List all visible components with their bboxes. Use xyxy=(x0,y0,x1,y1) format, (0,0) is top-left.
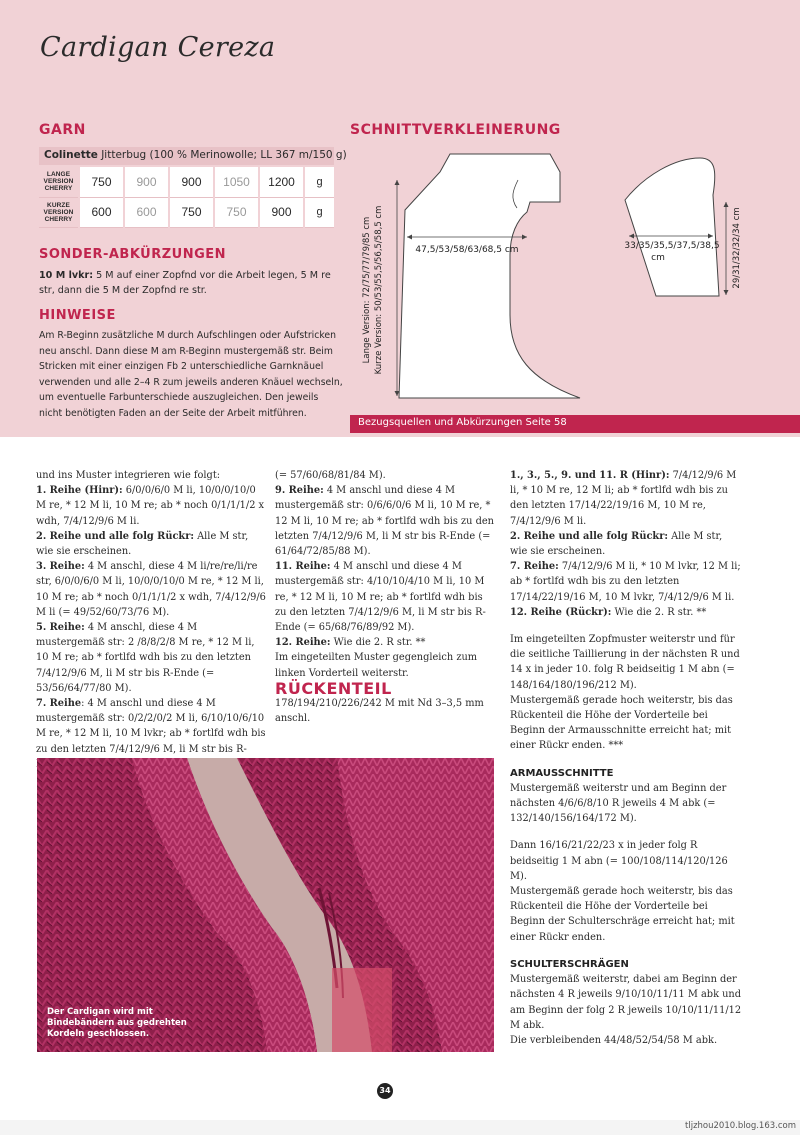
paragraph: 2. Reihe und alle folg Rückr: Alle M str, wie sie erscheinen. xyxy=(36,530,249,558)
arrow-head xyxy=(395,180,400,185)
paragraph: 12. Reihe (Rückr): Wie die 2. R str. ** xyxy=(510,606,707,618)
paragraph: 2. Reihe und alle folg Rückr: Alle M str, wie sie erscheinen. xyxy=(510,530,723,558)
paragraph: Mustergemäß weiterstr, dabei am Beginn der nächsten 4 R jeweils 9/10/10/11/11 M abk und am Beginn der folg 2 R jeweils 10/10/11/11/12 M abk. xyxy=(510,974,742,1031)
sleeve-length-label: 29/31/32/32/34 cm xyxy=(732,207,742,289)
paragraph: 11. Reihe: 4 M anschl und diese 4 M mustergemäß str: 4/10/10/4/10 M li, 10 M re, * 12 M li, 10 M re; ab * fortlfd wdh bis zu den letzten 7/4/12/9/6 M, li M str bis R-Ende (= 65/68/76/89/92 M). xyxy=(275,561,486,634)
paragraph: Dann 16/16/21/22/23 x in jeder folg R beidseitig 1 M abn (= 100/108/114/120/126 M). xyxy=(510,840,728,882)
paragraph: 7. Reihe: 4 M anschl und diese 4 M mustergemäß str: 0/2/2/0/2 M li, 6/10/10/6/10 M re, * 12 M li, 10 M lvkr; ab * fortlfd wdh bis zu den letzten 7/4/12/9/6 M, li M str bis R- xyxy=(36,698,266,755)
photo-caption: Der Cardigan wird mit Bindebändern aus gedrehten Kordeln geschlossen. xyxy=(47,1007,187,1039)
arrow-head xyxy=(724,202,729,207)
sonder-heading: SONDER-ABKÜRZUNGEN xyxy=(39,247,227,262)
rueckenteil-heading: RÜCKENTEIL xyxy=(275,678,392,698)
yarn-cell: 600 xyxy=(124,197,169,227)
length-long-label: Lange Version: 72/75/77/79/85 cm xyxy=(362,216,372,364)
yarn-row-short xyxy=(39,197,334,227)
hinweise-text: Am R-Beginn zusätzliche M durch Aufschlingen oder Aufstricken neu anschl. Dann diese M am R-Beginn mustergemäß str. Beim Stricken mit einer einzigen Fb 2 unterschiedliche Garnknäuel verwenden und alle 2–4 R zum jeweils anderen Knäuel wechseln, um eventuelle Farbunterschiede auszugleichen. Den jeweils nicht benötigten Faden an der Seite der Arbeit mitführen. xyxy=(39,330,343,419)
arrow-head xyxy=(724,290,729,295)
sleeve-width-unit: cm xyxy=(651,253,665,263)
hinweise-heading: HINWEISE xyxy=(39,308,116,323)
schulterschraegen-heading: SCHULTERSCHRÄGEN xyxy=(510,958,629,970)
paragraph: (= 57/60/68/81/84 M). xyxy=(275,470,386,481)
paragraph: Die verbleibenden 44/48/52/54/58 M abk. xyxy=(510,1034,718,1046)
paragraph: 178/194/210/226/242 M mit Nd 3–3,5 mm anschl. xyxy=(275,698,484,725)
paragraph: und ins Muster integrieren wie folgt: xyxy=(36,470,221,481)
yarn-desc-text: Jitterbug (100 % Merinowolle; LL 367 m/150 g) xyxy=(97,149,347,161)
watermark: tljzhou2010.blog.163.com xyxy=(685,1121,796,1131)
arrow-head xyxy=(522,235,527,240)
text-column-2 xyxy=(275,468,495,726)
body-width-label: 47,5/53/58/63/68,5 cm xyxy=(415,245,519,255)
schematic-diagram xyxy=(345,140,800,415)
yarn-cell: 900 xyxy=(259,197,304,227)
schnitt-heading: SCHNITTVERKLEINERUNG xyxy=(350,122,561,138)
text-column-1 xyxy=(36,468,266,772)
cardigan-photo xyxy=(37,758,494,1052)
yarn-cell: 750 xyxy=(169,197,214,227)
page-number: 34 xyxy=(377,1083,393,1099)
page-title: Cardigan Cereza xyxy=(40,32,276,63)
yarn-unit: g xyxy=(304,167,334,197)
yarn-cell: 900 xyxy=(169,167,214,197)
yarn-row-label: KURZE VERSION CHERRY xyxy=(39,197,79,227)
text-column-3 xyxy=(510,468,742,1048)
yarn-cell: 900 xyxy=(124,167,169,197)
paragraph: Im eingeteilten Zopfmuster weiterstr und für die seitliche Taillierung in der nächsten R und 14 x in jeder 10. folg R beidseitig 1 M abn (= 148/164/180/196/212 M). xyxy=(510,634,740,691)
yarn-table xyxy=(39,167,334,228)
paragraph: 9. Reihe: 4 M anschl und diese 4 M mustergemäß str: 0/6/6/0/6 M li, 10 M re, * 12 M li, 10 M re; ab * fortlfd wdh bis zu den letzten 7/4/12/9/6 M, li M str bis R-Ende (= 61/64/72/85/88 M). xyxy=(275,485,494,558)
yarn-row-label: LANGE VERSION CHERRY xyxy=(39,167,79,197)
armausschnitte-heading: ARMAUSSCHNITTE xyxy=(510,767,614,779)
paragraph: 3. Reihe: 4 M anschl, diese 4 M li/re/re/li/re str, 6/0/0/6/0 M li, 10/0/0/10/0 M re, * 12 M li, 10 M re; ab * noch 0/1/1/1/2 x wdh, 7/4/12/9/6 M li (= 49/52/60/73/76 M). xyxy=(36,561,266,618)
body-piece xyxy=(399,154,580,398)
paragraph: 12. Reihe: Wie die 2. R str. ** xyxy=(275,637,426,649)
garn-heading: GARN xyxy=(39,122,86,138)
footer-strip xyxy=(0,1120,800,1135)
yarn-brand: Colinette xyxy=(44,149,98,161)
sonder-text: 10 M lvkr: 5 M auf einer Zopfnd vor die Arbeit legen, 5 M re str, dann die 5 M der Zopfnd re str. xyxy=(39,270,331,296)
paragraph: 1., 3., 5., 9. und 11. R (Hinr): 7/4/12/9/6 M li, * 10 M re, 12 M li; ab * fortlfd wdh bis zu den letzten 17/14/22/19/16 M, 10 M re, 7/4/12/9/6 M li. xyxy=(510,470,737,527)
yarn-cell: 750 xyxy=(214,197,259,227)
paragraph: 7. Reihe: 7/4/12/9/6 M li, * 10 M lvkr, 12 M li; ab * fortlfd wdh bis zu den letzten 17/14/22/19/16 M, 10 M lvkr, 7/4/12/9/6 M li. xyxy=(510,561,741,603)
paragraph: 1. Reihe (Hinr): 6/0/0/6/0 M li, 10/0/0/10/0 M re, * 12 M li, 10 M re; ab * noch 0/1/1/1/2 x wdh, 7/4/12/9/6 M li. xyxy=(36,485,265,527)
sources-bar: Bezugsquellen und Abkürzungen Seite 58 xyxy=(350,415,800,433)
yarn-unit: g xyxy=(304,197,334,227)
yarn-row-long xyxy=(39,167,334,197)
yarn-cell: 750 xyxy=(79,167,124,197)
sleeve-piece xyxy=(625,158,719,296)
paragraph: Mustergemäß gerade hoch weiterstr, bis das Rückenteil die Höhe der Vorderteile bei Beginn der Schulterschräge erreicht hat; mit einer Rückr enden. xyxy=(510,886,735,943)
paragraph: Mustergemäß gerade hoch weiterstr, bis das Rückenteil die Höhe der Vorderteile bei Beginn der Armausschnitte erreicht hat; mit einer Rückr enden. *** xyxy=(510,694,733,752)
paragraph: Mustergemäß weiterstr und am Beginn der nächsten 4/6/6/8/10 R jeweils 4 M abk (= 132/140/156/164/172 M). xyxy=(510,782,727,825)
sleeve-width-label: 33/35/35,5/37,5/38,5 xyxy=(624,241,720,251)
length-short-label: Kurze Version: 50/53/55,5/56,5/58,5 cm xyxy=(374,205,384,375)
yarn-description xyxy=(39,147,347,165)
yarn-cell: 1050 xyxy=(214,167,259,197)
paragraph: Im eingeteilten Muster gegengleich zum linken Vorderteil weiterstr. xyxy=(275,652,478,679)
yarn-cell: 1200 xyxy=(259,167,304,197)
yarn-cell: 600 xyxy=(79,197,124,227)
arrow-head xyxy=(629,234,634,239)
paragraph: 5. Reihe: 4 M anschl, diese 4 M mustergemäß str: 2 /8/8/2/8 M re, * 12 M li, 10 M re; ab * fortlfd wdh bis zu den letzten 7/4/12/9/6 M, li M str bis R-Ende (= 53/56/64/77/80 M). xyxy=(36,622,255,694)
